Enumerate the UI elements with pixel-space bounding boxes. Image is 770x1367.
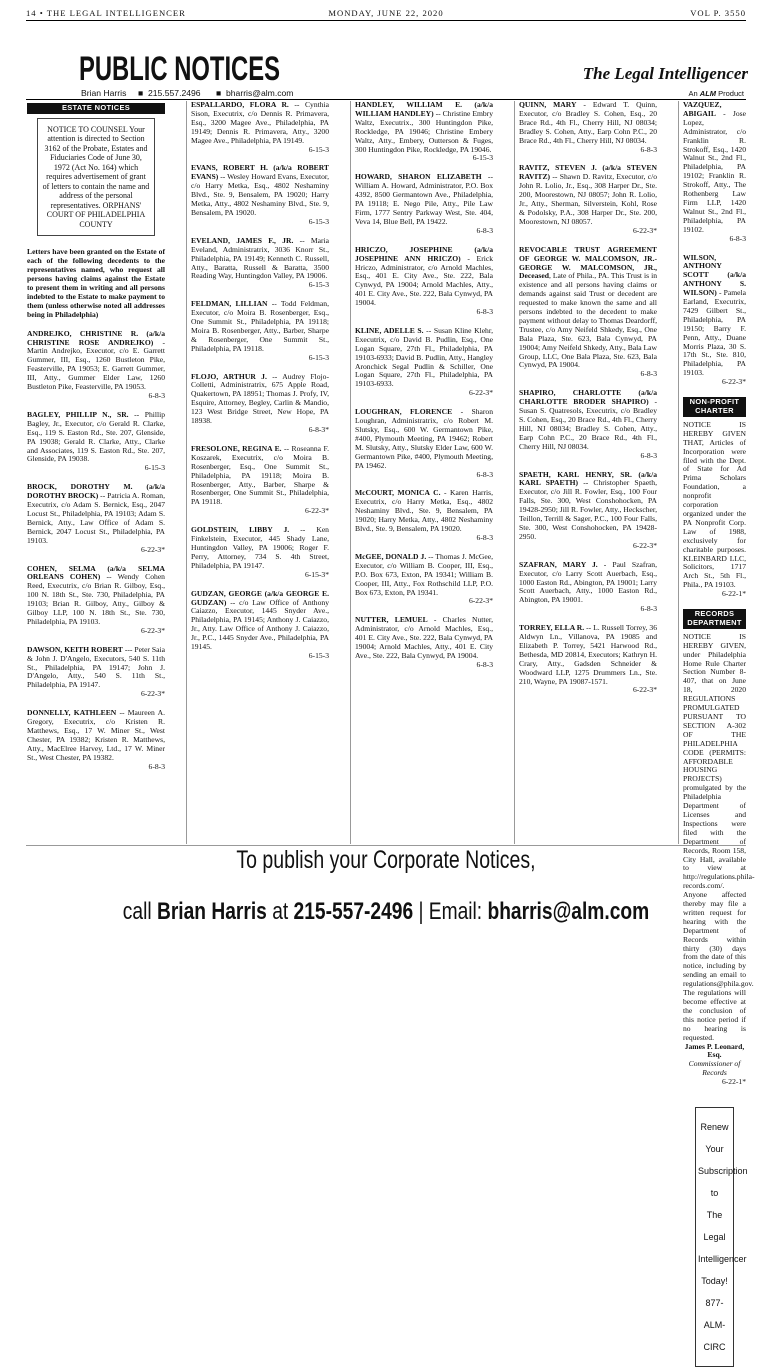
notice-body: -- Christine Embry Waltz, Executrix., 300 Huntingdon Pike, Rockledge, PA 19046; Christine Embery Waltz, Atty., Embery, Outterson & Fuges, 300 Huntingdon Pike, Rockledge, PA 19046. bbox=[355, 108, 494, 154]
estate-notice bbox=[355, 101, 493, 163]
notice-body: -- c/o Law Office of Anthony Caiazzo, Executor, 1445 Snyder Ave., Philadelphia, PA 19145; Anthony J. Caiazzo, Jr., Atty. Law Office of Anthony J. Caiazzo, Jr., P.C., 1445 Snyder Ave., Philadelphia, PA 19145. bbox=[191, 597, 329, 652]
decedent-name: BROCK, DOROTHY M. (a/k/a DOROTHY BROCK) bbox=[27, 482, 165, 501]
notice-date: 6-15-3 bbox=[308, 280, 329, 290]
notice-date: 6-22-3* bbox=[632, 540, 657, 550]
renew-line: Renew Your bbox=[700, 1122, 729, 1155]
decedent-name: FELDMAN, LILLIAN bbox=[191, 299, 268, 309]
notice-date: 6-22-3* bbox=[632, 225, 657, 235]
masthead-volume: VOL P. 3550 bbox=[690, 8, 746, 18]
estate-notice bbox=[519, 246, 657, 380]
column-3 bbox=[355, 101, 493, 680]
notice-body: -- Maureen A. Gregory, Executrix, c/o Kristen R. Matthews, Esq., 17 W. Miner St., West Chester, PA 19382; Kristen R. Matthews, Atty., MacElree Harvey, Ltd., 17 W. Miner St., West Chester, PA 19382. bbox=[27, 708, 165, 762]
notice-date: 6-22-3* bbox=[721, 377, 746, 387]
notice-body: -- Roseanna F. Koszarek, Executrix, c/o Moira B. Rosenberger, Esq., One Summit St., Philadelphia, PA 19118; Moira B. Rosenberger, Atty., Barber, Sharpe & Rosenberger, One Summit St., Philadelphia, PA 19118. bbox=[191, 443, 329, 507]
notice-body: -- Susan Kline Klehr, Executrix, c/o David B. Pudlin, Esq., One Logan Square, 27th Fl., Philadelphia, PA 19103-6933; David B. Pudlin, Atty., Hangley Aronchick Segal Pudlin & Schiller, One Logan Square, 27th Fl., Philadelphia, PA 19103-6933. bbox=[355, 325, 493, 389]
notice-date: 6-22-3* bbox=[468, 388, 493, 398]
notice-date: 6-22-3* bbox=[304, 506, 329, 516]
column-1 bbox=[27, 101, 165, 782]
notice-date: 6-15-3 bbox=[308, 650, 329, 660]
section-header-records: RECORDS DEPARTMENT bbox=[683, 609, 746, 629]
notice-date: 6-22-1* bbox=[721, 1077, 746, 1087]
notice-date: 6-22-3* bbox=[140, 625, 165, 635]
estate-notice bbox=[191, 373, 329, 435]
estate-notice bbox=[191, 101, 329, 154]
renew-line: The Legal Intelligencer bbox=[698, 1210, 747, 1265]
decedent-name: EVELAND, JAMES F., JR. bbox=[191, 235, 294, 245]
notice-body: -- Wendy Cohen Reed, Executrix, c/o Brian R. Gilboy, Esq., 100 N. 18th St., Ste. 730, Philadelphia, PA 19103; Brian R. Gilboy, Atty., Gilboy & Gilboy LLP, 100 N. 18th St., Ste. 730, Philadelphia, PA 19103. bbox=[27, 572, 165, 626]
notice-body: - Paul Szafran, Executor, c/o Larry Scott Auerbach, Esq., 1000 Easton Rd., Abington, PA 19001; Larry Scott Auerbach, Atty., 1000 Easton Rd., Abington, PA 19001. bbox=[519, 559, 657, 605]
decedent-name: COHEN, SELMA (a/k/a SELMA ORLEANS COHEN) bbox=[27, 563, 165, 582]
notice-body: - Martin Andrejko, Executor, c/o E. Garrett Gummer, III, Esq., 1260 Bustleton Pike, Feasterville, PA 19053; E. Garrett Gummer, III, Atty., Gummer Elder Law, 1260 Bustleton Pike, Feasterville, PA 19053. bbox=[27, 337, 165, 392]
decedent-name: BAGLEY, PHILLIP N., SR. bbox=[27, 409, 129, 419]
notice-body: -- Cynthia Sison, Executrix, c/o Dennis R. Primavera, Esq., 3200 Magee Ave., Philadelphia, PA 19149; Dennis R. Primavera, Atty., 3200 Magee Ave., Philadelphia, PA 19149. bbox=[191, 100, 330, 145]
decedent-name: DAWSON, KEITH ROBERT bbox=[27, 644, 123, 654]
bullet-icon: ■ bbox=[138, 88, 144, 98]
decedent-name: McCOURT, MONICA C. bbox=[355, 488, 441, 498]
notice-to-counsel: NOTICE TO COUNSEL Your attention is directed to Section 3162 of the Probate, Estates and Fiduciaries Code of June 30, 1972 (Act No. 164) which requires advertisement of grant of letters to contain the name and address of the personal representatives. ORPHANS' COURT OF PHILADELPHIA COUNTY bbox=[37, 118, 155, 237]
decedent-name: QUINN, MARY bbox=[519, 100, 577, 109]
notice-date: 6-22-3* bbox=[468, 596, 493, 606]
notice-body: - Sharon Loughran, Administratrix, c/o Robert M. Slutsky, Esq., 600 W. Germantown Pike, #400, Plymouth Meeting, PA 19462; Robert M. Slutsky, Atty., Slutsky Elder Law, 600 W. Germantown Pike, #400, Plymouth Meeting, PA 19462. bbox=[355, 407, 494, 470]
decedent-name: HANDLEY, WILLIAM E. (a/k/a WILLIAM HANDLEY) bbox=[355, 100, 493, 118]
section-header-nonprofit: NON-PROFIT CHARTER bbox=[683, 397, 746, 417]
footer-phone[interactable]: 215-557-2496 bbox=[293, 898, 414, 925]
masthead-left: 14 • THE LEGAL INTELLIGENCER bbox=[26, 8, 186, 18]
notice-date: 6-15-3* bbox=[304, 569, 329, 579]
estate-notice bbox=[519, 471, 657, 551]
footer-ad bbox=[26, 845, 746, 1015]
footer-name: Brian Harris bbox=[156, 898, 267, 925]
decedent-name: EVANS, ROBERT H. (a/k/a ROBERT EVANS) bbox=[191, 163, 329, 182]
notice-body: - Charles Nutter, Administrator, c/o Arnold Machles, Esq., 401 E. City Ave., Ste. 222, Bala Cynwyd, PA 19004; Arnold Machles, Atty., 401 E. City Ave., Ste. 222, Bala Cynwyd, PA 19004. bbox=[355, 615, 494, 660]
notice-date: 6-15-3 bbox=[308, 216, 329, 226]
estate-notice bbox=[519, 101, 657, 154]
estate-notice bbox=[27, 646, 165, 699]
alm-logo: ALM bbox=[699, 89, 717, 98]
nonprofit-body: NOTICE IS HEREBY GIVEN THAT, Articles of Incorporation were filed with the Dept. of State for Ad Prima Scholars Foundation, a nonprofit corporation organized under the PA Nonprofit Corp. Law of 1988, exclusively for charitable purposes. KLEINBARD LLC, Solicitors, 1717 Arch St., 5th Fl., Phila., PA 19103. bbox=[683, 419, 746, 590]
footer-email[interactable]: bharris@alm.com bbox=[487, 898, 650, 925]
column-2 bbox=[191, 101, 329, 671]
section-banner bbox=[26, 50, 748, 88]
renew-line: 877-ALM-CIRC bbox=[703, 1298, 726, 1353]
notice-body: --- Peter Saia & John J. D'Angelo, Executors, 540 S. 11th St., Philadelphia, PA 19147; John J. D'Angelo, Atty., 540 S. 11th St., Philadelphia, PA 19147. bbox=[27, 644, 165, 690]
estate-notice bbox=[355, 327, 493, 398]
estate-notice bbox=[519, 561, 657, 614]
decedent-name: WILSON, ANTHONY SCOTT (a/k/a ANTHONY S. WILSON) bbox=[683, 252, 746, 298]
notice-date: 6-8-3 bbox=[640, 144, 657, 154]
notice-date: 6-8-3 bbox=[729, 233, 746, 243]
top-divider bbox=[26, 20, 746, 21]
estate-notice bbox=[191, 526, 329, 579]
estate-notice bbox=[355, 173, 493, 235]
notice-body: , Late of Phila., PA. This Trust is in existence and all persons having claims or demands against said Trust or decedent are requested to make known the same and all persons indebted to the decedent to make payment without delay to Thomas Deardorff, Trustee, c/o Amy Neifeld Shkedy, Esq., One Bala Plaza, Ste. 623, Bala Cynwyd, PA 19004; Amy Neifeld Shkedy, Atty., Bala Law Group, LLC, One Bala Plaza, Ste. 623, Bala Cynwyd, PA 19004. bbox=[519, 271, 658, 370]
notice-date: 6-22-3* bbox=[140, 689, 165, 699]
notice-body: -- Shawn D. Ravitz, Executor, c/o John R. Lolio, Jr., Esq., 308 Harper Dr., Ste. 200, Moorestown, NJ 08057; John R. Lolio, Jr., Atty., Sherman, Silverstein, Kohl, Rose & Podolsky, P.A., 308 Harper Dr., Ste. 200, Moorestown, NJ 08057. bbox=[519, 172, 657, 226]
estate-notice bbox=[355, 616, 493, 669]
estate-notice bbox=[683, 254, 746, 388]
column-5-notices bbox=[683, 101, 746, 387]
column-divider bbox=[514, 101, 515, 844]
column-divider bbox=[678, 101, 679, 844]
notice-body: -- Phillip Bagley, Jr., Executor, c/o Gerald R. Clarke, Esq., 119 S. Easton Rd., Ste. 207, Glenside, PA 19038; Gerald R. Clarke, Atty., Clarke and Associates, 119 S. Easton Rd., Ste. 207, Glenside, PA 19038. bbox=[27, 409, 165, 464]
decedent-name: McGEE, DONALD J. bbox=[355, 551, 427, 561]
page-title: PUBLIC NOTICES bbox=[79, 50, 280, 88]
column-5 bbox=[683, 100, 755, 1367]
notice-body: -- Ken Finkelstein, Executor, 445 Shady Lane, Huntingdon Valley, PA 19006; Roger F. Perry, Attorney, 734 S. 4th Street, Philadelphia, PA 19147. bbox=[191, 525, 329, 570]
notice-body: -- Wesley Howard Evans, Executor, c/o Harry Metka, Esq., 4802 Neshaminy Blvd., Ste. 9, Bensalem, PA 19020; Harry Metka, Atty., 4802 Neshaminy Blvd., Ste. 9, Bensalem, PA 19020. bbox=[191, 172, 329, 217]
estate-notice bbox=[191, 164, 329, 226]
renew-line: Subscription to bbox=[698, 1166, 748, 1199]
decedent-name: KLINE, ADELLE S. bbox=[355, 325, 424, 335]
notice-body: -- William A. Howard, Administrator, P.O. Box 4392, 8500 Germantown Ave., Philadelphia, PA 19118; E. Nego Pile, Atty., Pile Law Firm, 1777 Sentry Parkway West, Ste. 404, Veva 14, Blue Bell, PA 19422. bbox=[355, 172, 493, 226]
notice-date: 6-15-3 bbox=[308, 144, 329, 154]
notice-body: -- Christopher Spaeth, Executor, c/o Jill R. Fowler, Esq., 100 Four Falls, Ste. 300, West Conshohocken, PA 19428-2950; Jill R. Fowler, Atty., Heckscher, Teillon, Terrill & Sager, P.C., 100 Four Falls, Ste. 300, West Conshohocken, PA 19428-2950. bbox=[519, 478, 657, 541]
alm-product-tag bbox=[689, 89, 744, 98]
records-signatory-title: Commissioner of Records bbox=[688, 1059, 741, 1078]
brand-logo: The Legal Intelligencer bbox=[582, 64, 748, 83]
notice-body: -- Patricia A. Roman, Executrix, c/o Adam S. Bernick, Esq., 2047 Locust St., Philadelphia, PA 19103; Adam S. Bernick, Atty., Law Office of Adam S. Bernick, 2047 Locust St., Philadelphia, PA 19103. bbox=[27, 491, 165, 545]
section-header-estate: ESTATE NOTICES bbox=[27, 103, 165, 114]
contact-email[interactable]: bharris@alm.com bbox=[226, 88, 294, 98]
renew-subscription-ad[interactable] bbox=[695, 1107, 748, 1367]
estate-notice bbox=[27, 330, 165, 401]
footer-call: call bbox=[122, 898, 152, 925]
renew-line: Today! bbox=[701, 1276, 728, 1287]
notice-date: 6-8-3* bbox=[308, 425, 329, 434]
masthead bbox=[26, 6, 746, 20]
estate-notice bbox=[191, 445, 329, 516]
footer-headline: To publish your Corporate Notices, bbox=[236, 846, 536, 874]
notice-date: 6-15-3 bbox=[308, 352, 329, 362]
estate-notice bbox=[519, 389, 657, 460]
column-divider bbox=[350, 101, 351, 844]
estate-notice bbox=[355, 553, 493, 606]
notice-date: 6-8-3 bbox=[476, 307, 493, 317]
notice-date: 6-8-3 bbox=[640, 369, 657, 379]
notice-date: 6-22-3* bbox=[632, 685, 657, 695]
footer-contact bbox=[98, 898, 674, 926]
decedent-name: LOUGHRAN, FLORENCE bbox=[355, 407, 453, 417]
notice-date: 6-8-3 bbox=[476, 659, 493, 669]
notice-date: 6-8-3 bbox=[640, 450, 657, 460]
notice-date: 6-8-3 bbox=[476, 532, 493, 542]
decedent-name: HOWARD, SHARON ELIZABETH bbox=[355, 172, 482, 182]
records-body: NOTICE IS HEREBY GIVEN, under Philadelphia Home Rule Charter Section Number 8-407, that on June 18, 2020 REGULATIONS PROMULGATED PURSUANT TO SECTION A-302 OF THE PHILADELPHIA CODE (PERMITS: AFFORDABLE HOUSING PROJECTS) promulgated by the Philadelphia Department of Licenses and Inspections were filed with the Department of Records, Room 158, City Hall, available to view at http://regulations.phila-records.com/. Anyone affected thereby may file a written request for hearing with the Department of Records within thirty (30) days from the date of this notice, including by sending an email to regulations@phila.gov. The regulations will become effective at the conclusion of this notice period if no hearing is requested. bbox=[683, 631, 755, 1042]
notice-date: 6-22-1* bbox=[721, 589, 746, 599]
decedent-name: TORREY, ELLA R. bbox=[519, 623, 585, 633]
notice-date: 6-15-3 bbox=[472, 153, 493, 163]
footer-separator: | bbox=[418, 898, 424, 925]
decedent-name: SHAPIRO, CHARLOTTE (a/k/a CHARLOTTE BRODER SHAPIRO) bbox=[519, 388, 657, 407]
notice-body: - Jose Lopez, Administrator, c/o Franklin R. Strokoff, Esq., 1420 Walnut St., 2nd Fl., Philadelphia, PA 19102; Franklin R. Strokoff, Atty., The Rothenberg Law Firm LLP, 1420 Walnut St., 2nd Fl., Philadelphia, PA 19102. bbox=[683, 108, 746, 234]
estate-notice bbox=[355, 246, 493, 317]
estate-notice bbox=[519, 624, 657, 695]
contact-phone: 215.557.2496 bbox=[148, 88, 201, 98]
estate-notice bbox=[355, 408, 493, 479]
notice-date: 6-15-3 bbox=[144, 463, 165, 473]
estate-notice bbox=[27, 709, 165, 771]
column-4 bbox=[519, 101, 657, 705]
notice-date: 6-8-3 bbox=[148, 761, 165, 771]
estate-notice bbox=[191, 590, 329, 661]
notice-body: -- Maria Eveland, Administratrix, 3036 Knorr St., Philadelphia, PA 19149; Kenneth C. Russell, Atty., Baratta, Russell & Baratta, 3500 Reading Way, Huntingdon Valley, PA 19006. bbox=[191, 235, 329, 281]
notice-date: 6-8-3 bbox=[476, 225, 493, 235]
decedent-name: FRESOLONE, REGINA E. bbox=[191, 443, 282, 453]
notice-date: 6-8-3 bbox=[640, 604, 657, 614]
decedent-name: HRICZO, JOSEPHINE (a/k/a JOSEPHINE ANN HRICZO) bbox=[355, 244, 493, 263]
estate-notice bbox=[191, 237, 329, 290]
estate-notice bbox=[191, 300, 329, 362]
decedent-name: FLOJO, ARTHUR J. bbox=[191, 371, 267, 381]
notice-date: 6-8-3 bbox=[148, 391, 165, 400]
nonprofit-notice bbox=[683, 421, 746, 599]
masthead-date: MONDAY, JUNE 22, 2020 bbox=[328, 8, 444, 18]
notice-body: - Susan S. Quatresols, Executrix, c/o Bradley S. Cohen, Esq., 20 Brace Rd., 4th Fl., Cherry Hill, NJ 08034; Bradley S. Cohen, Atty., Earp Cohn P.C., 20 Brace Rd., 4th Fl., Cherry Hill, NJ 08034. bbox=[519, 397, 657, 451]
estate-notice bbox=[519, 164, 657, 235]
notice-date: 6-22-3* bbox=[140, 544, 165, 554]
decedent-name: SZAFRAN, MARY J. bbox=[519, 559, 598, 569]
product-suffix: Product bbox=[718, 89, 744, 98]
notice-body: -- Todd Feldman, Executor, c/o Moira B. Rosenberger, Esq., One Summit St., Philadelphia, PA 19118; Moira B. Rosenberger, Atty., Barber, Sharpe & Rosenberger, One Summit St., Philadelphia, PA 19118. bbox=[191, 299, 329, 353]
notice-body: -- Audrey Flojo-Colletti, Administratrix, 675 Apple Road, Quakertown, PA 18951; Thomas J. Profy, IV, Esquire, Attorney, Begley, Carlin & Mandio, 123 West Bridge Street, New Hope, PA 18938. bbox=[191, 371, 329, 426]
notice-body: -- Thomas J. McGee, Executor, c/o William B. Cooper, III, Esq., P.O. Box 673, Exton, PA 19341; William B. Cooper, III, Atty., Fox Rothschild LLP, P.O. Box 673, Exton, PA 19341. bbox=[355, 551, 494, 597]
product-prefix: An bbox=[688, 89, 698, 98]
decedent-name: VAZQUEZ, ABIGAIL bbox=[683, 100, 722, 118]
estate-intro: Letters have been granted on the Estate of each of the following decedents to the representatives named, who request all persons having claims against the Estate to present them in writing and all persons indebted to the Estate to make payment to them (unless otherwise noted all addresses being in Philadelphia) bbox=[27, 247, 165, 319]
decedent-name: GOLDSTEIN, LIBBY J. bbox=[191, 525, 290, 535]
notice-body: - Pamela Earland, Executrix, 7429 Gilbert St., Philadelphia, PA 19150; Barry F. Penn, Atty., Duane Morris Plaza, 30 S. 17th St., Ste. 810, Philadelphia, PA 19103. bbox=[683, 288, 746, 378]
decedent-name: SPAETH, KARL HENRY, SR. (a/k/a KARL SPAETH) bbox=[519, 469, 657, 488]
contact-name: Brian Harris bbox=[81, 88, 127, 98]
estate-notice bbox=[683, 101, 746, 244]
estate-notice bbox=[27, 483, 165, 554]
estate-notice bbox=[27, 411, 165, 473]
notice-body: - Erick Hriczo, Administrator, c/o Arnold Machles, Esq., 401 E. City Ave., Ste. 222, Bala Cynwyd, PA 19004; Arnold Machles, Atty., 401 E. City Ave., Ste. 222, Bala Cynwyd, PA 19004. bbox=[355, 253, 493, 308]
decedent-name: DONNELLY, KATHLEEN bbox=[27, 708, 117, 718]
footer-email-label: Email: bbox=[428, 898, 483, 925]
notice-body: - Edward T. Quinn, Executor, c/o Bradley S. Cohen, Esq., 20 Brace Rd., 4th Fl., Cherry Hill, NJ 08034; Bradley S. Cohen, Atty., Earp Cohn P.C., 20 Brace Rd., 4th Fl., Cherry Hill, NJ 08034. bbox=[519, 100, 657, 145]
notice-body: - Karen Harris, Executrix, c/o Harry Metka, Esq., 4802 Neshaminy Blvd., Ste. 9, Bensalem, PA 19020; Harry Metka, Atty., 4802 Neshaminy Blvd., Ste. 9, Bensalem, PA 19020. bbox=[355, 488, 493, 534]
records-signatory: James P. Leonard, Esq. bbox=[684, 1041, 745, 1060]
notice-date: 6-8-3 bbox=[476, 469, 493, 479]
decedent-name: ANDREJKO, CHRISTINE R. (a/k/a CHRISTINE ROSE ANDREJKO) bbox=[27, 328, 165, 347]
decedent-name: RAVITZ, STEVEN J. (a/k/a STEVEN RAVITZ) bbox=[519, 163, 657, 182]
decedent-name: NUTTER, LEMUEL bbox=[355, 615, 428, 625]
footer-at: at bbox=[272, 898, 289, 925]
decedent-name: ESPALLARDO, FLORA R. bbox=[191, 100, 289, 109]
estate-notice bbox=[355, 489, 493, 542]
column-divider bbox=[186, 101, 187, 844]
decedent-name: REVOCABLE TRUST AGREEMENT OF GEORGE W. MALCOMSON, JR.- GEORGE W. MALCOMSON, JR., Deceased bbox=[519, 244, 657, 281]
notice-body: -- L. Russell Torrey, 36 Aldwyn Ln., Villanova, PA 19085 and Elizabeth P. Torrey, 5421 Harwood Rd., Bethesda, MD 20814, Executors; Kathryn H. Crary, Atty., Gadsden Schneider & Woodward LLP, 1275 Drummers Ln., Ste. 210, Wayne, PA 19087-1571. bbox=[519, 623, 657, 686]
estate-notice bbox=[27, 565, 165, 636]
bullet-icon: ■ bbox=[216, 88, 222, 98]
decedent-name: GUDZAN, GEORGE (a/k/a GEORGE E. GUDZAN) bbox=[191, 588, 329, 607]
